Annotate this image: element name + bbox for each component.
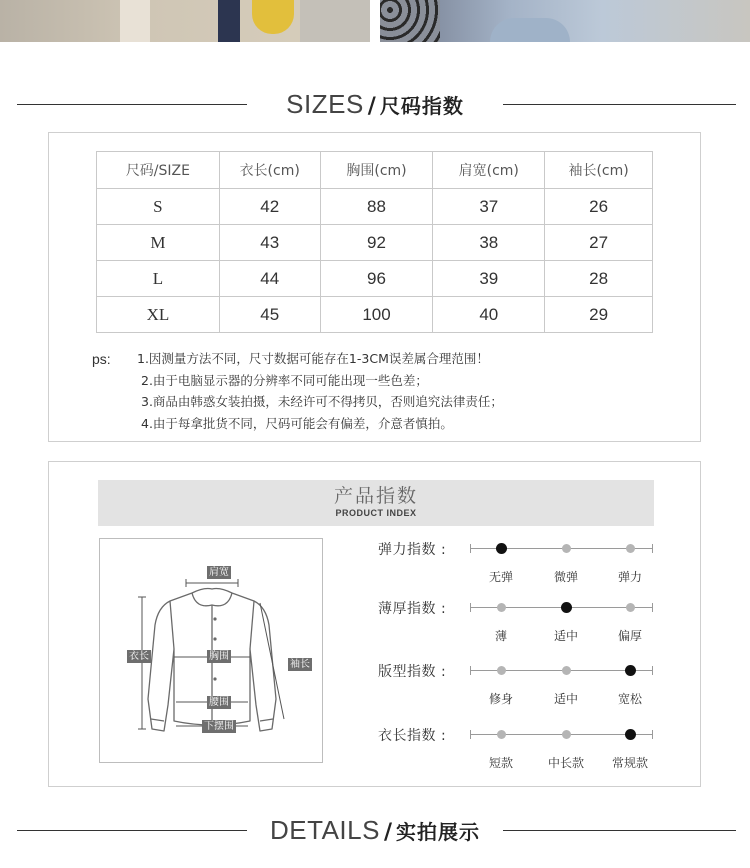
ps-note: 2.由于电脑显示器的分辨率不同可能出现一些色差； [141,372,428,388]
hem-label: 下摆围 [204,721,234,732]
sleeve-cell: 27 [545,225,653,261]
index-scale-option: 适中 [553,692,579,706]
index-scale-dot-selected [561,602,572,613]
chest-cell: 96 [320,261,433,297]
index-scale-dot [497,666,506,675]
details-title [0,810,750,854]
length-cell: 42 [219,189,320,225]
index-scale-dot [626,603,635,612]
shoulder-cell: 37 [433,189,545,225]
index-scale-tick [652,603,653,612]
index-scale-row [378,539,688,584]
length-cell: 44 [219,261,320,297]
index-scale-tick [652,730,653,739]
details-title-cn: 实拍展示 [395,820,480,844]
index-scale-tick [470,544,471,553]
index-scale-option: 微弹 [553,570,579,584]
index-scale-dot-selected [496,543,507,554]
sizes-title-en: SIZES [286,89,364,119]
index-scale-name: 薄厚指数 : [378,601,447,617]
size-chart-panel [48,132,701,442]
index-scale-dot [497,730,506,739]
chest-cell: 92 [320,225,433,261]
table-row [97,225,653,261]
size-cell: S [97,189,220,225]
length-label: 衣长 [129,651,149,662]
sizes-title-slash: / [367,94,376,119]
header-chest: 胸围(cm) [320,152,433,189]
index-scale-dot [626,544,635,553]
index-scale-option: 宽松 [617,692,643,706]
header-shoulder: 肩宽(cm) [433,152,545,189]
product-photo-right [380,0,750,42]
details-title-en: DETAILS [270,815,380,845]
index-scale-dot [497,603,506,612]
chest-cell: 100 [320,297,433,333]
index-scale-row [378,598,688,643]
sleeve-cell: 28 [545,261,653,297]
chest-label: 胸围 [209,651,229,662]
product-photo-left [0,0,370,42]
header-length: 衣长(cm) [219,152,320,189]
index-scale-option: 短款 [488,756,514,770]
product-index-banner [98,480,654,526]
index-scale-name: 弹力指数 : [378,542,447,558]
shoulder-cell: 39 [433,261,545,297]
size-cell: L [97,261,220,297]
index-scale-option: 偏厚 [617,629,643,643]
index-scale-option: 常规款 [611,756,649,770]
chest-cell: 88 [320,189,433,225]
sizes-section-header [0,84,750,124]
index-scale-name: 衣长指数 : [378,728,447,744]
product-index-panel [48,461,701,787]
index-scale-row [378,725,688,770]
size-table-header-row [97,152,653,189]
sleeve-cell: 26 [545,189,653,225]
index-scale-option: 无弹 [488,570,514,584]
waist-label: 腰围 [209,697,229,708]
index-scale-option: 中长款 [547,756,585,770]
index-scale-tick [470,730,471,739]
index-scale-dot [562,666,571,675]
product-index-title-cn: 产品指数 [333,485,418,507]
index-scale-dot [562,730,571,739]
header-size: 尺码/SIZE [97,152,220,189]
index-scale-name: 版型指数 : [378,664,447,680]
ps-note: 3.商品由韩惑女装拍摄，未经许可不得拷贝，否则追究法律责任； [141,394,503,409]
shoulder-cell: 38 [433,225,545,261]
details-section-header [0,810,750,850]
shoulder-cell: 40 [433,297,545,333]
index-scale-row [378,661,688,706]
measurement-diagram [99,538,323,763]
index-scale-option: 弹力 [617,570,643,584]
sleeve-label: 袖长 [290,659,310,670]
index-scale-axis [470,734,653,770]
ps-notes [137,348,677,434]
index-scale-tick [652,544,653,553]
product-index-title-en: PRODUCT INDEX [335,508,417,518]
details-title-slash: / [383,820,392,845]
index-scale-option: 修身 [488,692,514,706]
header-sleeve: 袖长(cm) [545,152,653,189]
index-scale-axis [470,670,653,706]
table-row [97,261,653,297]
index-scale-tick [652,666,653,675]
table-row [97,189,653,225]
sizes-title [0,84,750,128]
index-scale-dot-selected [625,665,636,676]
table-row [97,297,653,333]
sizes-title-cn: 尺码指数 [379,94,464,118]
shoulder-label: 肩宽 [209,567,229,578]
ps-label: ps: [92,351,111,367]
index-scale-dot [562,544,571,553]
index-scale-option: 适中 [553,629,579,643]
size-table [96,151,653,333]
index-scale-tick [470,603,471,612]
size-cell: M [97,225,220,261]
sleeve-cell: 29 [545,297,653,333]
index-scale-axis [470,548,653,584]
length-cell: 45 [219,297,320,333]
ps-note: 4.由于每拿批货不同，尺码可能会有偏差，介意者慎拍。 [141,415,453,431]
index-scale-option: 薄 [494,629,508,643]
size-cell: XL [97,297,220,333]
index-scale-dot-selected [625,729,636,740]
ps-note: 1.因测量方法不同，尺寸数据可能存在1-3CM误差属合理范围！ [137,351,489,366]
index-scale-tick [470,666,471,675]
length-cell: 43 [219,225,320,261]
index-scale-axis [470,607,653,643]
